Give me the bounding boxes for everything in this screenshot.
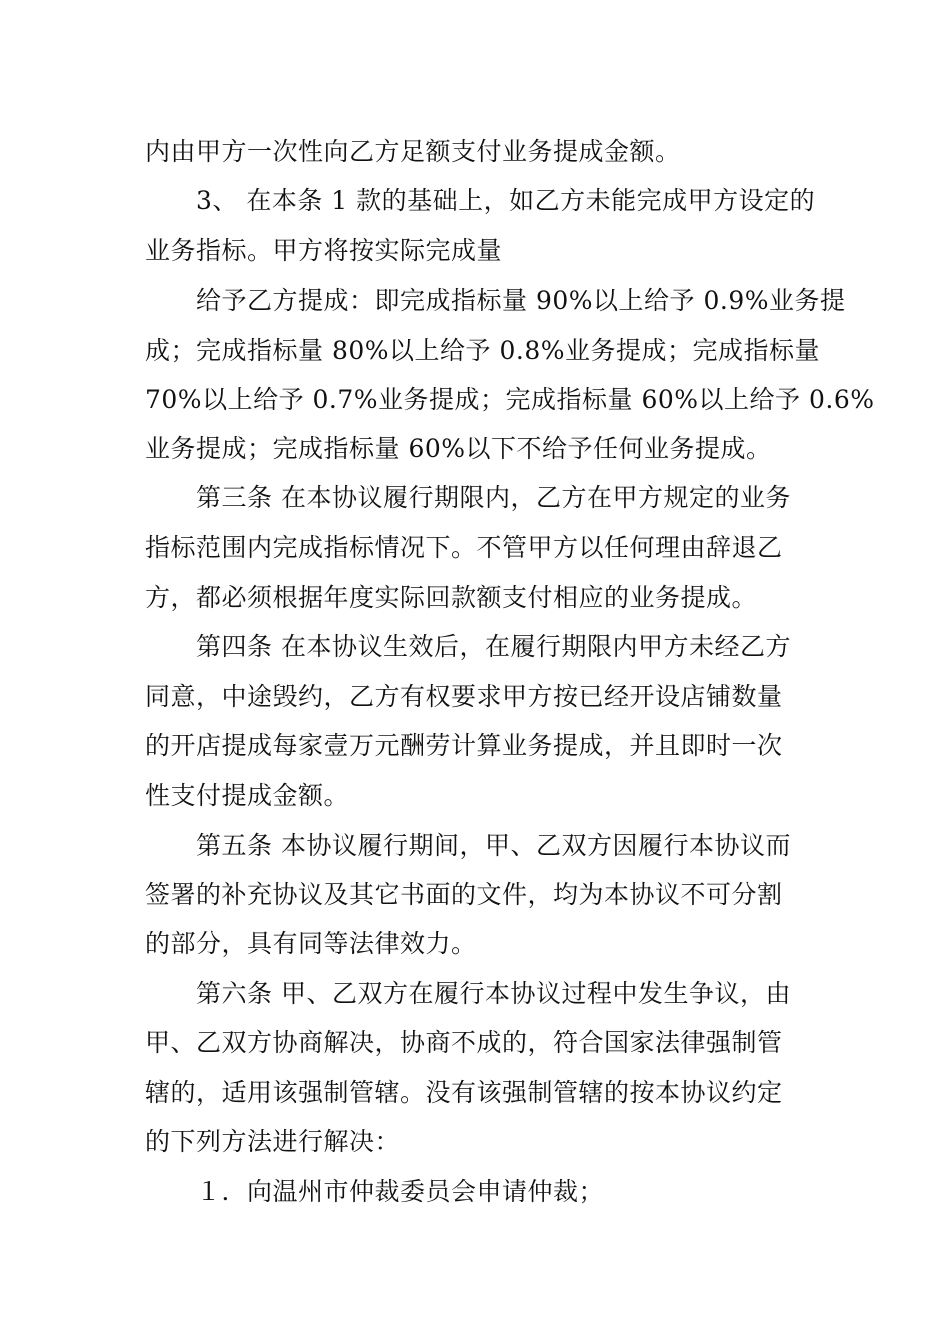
text-line: 的下列方法进行解决： <box>145 1127 401 1156</box>
text-line: 同意，中途毁约，乙方有权要求甲方按已经开设店铺数量 <box>145 682 783 711</box>
text-line: 第五条 本协议履行期间，甲、乙双方因履行本协议而 <box>196 831 791 860</box>
text-line: 成；完成指标量 80%以上给予 0.8%业务提成；完成指标量 <box>145 336 820 365</box>
text-line: 3、 在本条 1 款的基础上，如乙方未能完成甲方设定的 <box>196 186 816 215</box>
text-line: 甲、乙双方协商解决，协商不成的，符合国家法律强制管 <box>145 1028 783 1057</box>
text-line: 第六条 甲、乙双方在履行本协议过程中发生争议，由 <box>196 979 791 1008</box>
text-line: 业务指标。甲方将按实际完成量 <box>145 236 503 265</box>
text-line: 的开店提成每家壹万元酬劳计算业务提成，并且即时一次 <box>145 731 783 760</box>
text-line: 第四条 在本协议生效后，在履行期限内甲方未经乙方 <box>196 632 791 661</box>
text-line: 辖的，适用该强制管辖。没有该强制管辖的按本协议约定 <box>145 1078 783 1107</box>
text-line: 方，都必须根据年度实际回款额支付相应的业务提成。 <box>145 583 758 612</box>
text-line: 指标范围内完成指标情况下。不管甲方以任何理由辞退乙 <box>145 533 783 562</box>
text-line: 内由甲方一次性向乙方足额支付业务提成金额。 <box>145 137 681 166</box>
text-line: 业务提成；完成指标量 60%以下不给予任何业务提成。 <box>145 434 772 463</box>
text-line: 性支付提成金额。 <box>145 781 350 810</box>
text-line: 70%以上给予 0.7%业务提成；完成指标量 60%以上给予 0.6% <box>145 385 875 414</box>
text-line: １．向温州市仲裁委员会申请仲裁； <box>196 1177 605 1206</box>
text-line: 第三条 在本协议履行期限内，乙方在甲方规定的业务 <box>196 483 791 512</box>
text-line: 的部分，具有同等法律效力。 <box>145 929 477 958</box>
text-line: 签署的补充协议及其它书面的文件，均为本协议不可分割 <box>145 880 783 909</box>
text-line: 给予乙方提成：即完成指标量 90%以上给予 0.9%业务提 <box>196 286 846 315</box>
